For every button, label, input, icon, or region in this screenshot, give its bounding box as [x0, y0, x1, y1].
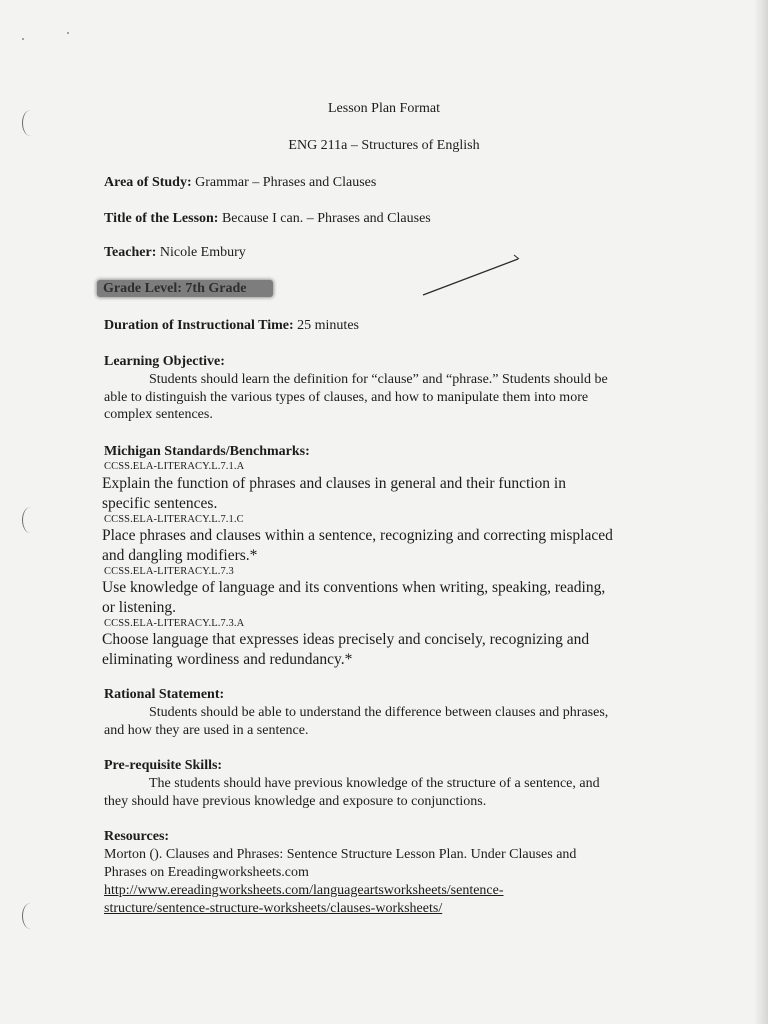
scan-speck [22, 38, 24, 40]
standard-code: CCSS.ELA-LITERACY.L.7.3 [104, 566, 234, 577]
grade-level: Grade Level: 7th Grade [103, 281, 247, 296]
area-of-study-value: Grammar – Phrases and Clauses [195, 175, 377, 190]
hole-punch-mark-middle [22, 507, 39, 533]
prereq-line: they should have previous knowledge and exposure to conjunctions. [104, 794, 487, 809]
standards-heading: Michigan Standards/Benchmarks: [104, 444, 310, 459]
standard-text: Choose language that expresses ideas precisely and concisely, recognizing and [102, 631, 590, 648]
course-title: ENG 211a – Structures of English [288, 138, 480, 153]
duration [104, 317, 359, 335]
learning-objective-heading: Learning Objective: [104, 354, 225, 369]
duration-value: 25 minutes [297, 318, 359, 333]
resources-line: Morton (). Clauses and Phrases: Sentence Structure Lesson Plan. Under Clauses and [104, 847, 577, 862]
prereq-heading: Pre-requisite Skills: [104, 758, 223, 773]
standard-code: CCSS.ELA-LITERACY.L.7.1.C [104, 514, 244, 525]
area-of-study [104, 174, 376, 192]
standard-text: specific sentences. [102, 495, 218, 512]
standard-text: eliminating wordiness and redundancy.* [102, 651, 353, 668]
scan-speck [67, 32, 69, 34]
lesson-title-value: Because I can. – Phrases and Clauses [221, 211, 431, 226]
standard-text: Explain the function of phrases and clauses in general and their function in [102, 475, 566, 492]
learning-objective-line: Students should learn the definition for “clause” and “phrase.” Students should be [149, 372, 608, 387]
standard-code: CCSS.ELA-LITERACY.L.7.1.A [104, 461, 245, 472]
standard-text: Use knowledge of language and its conventions when writing, speaking, reading, [102, 579, 606, 596]
rational-line: and how they are used in a sentence. [104, 723, 309, 738]
learning-objective-line: complex sentences. [104, 407, 213, 422]
teacher [104, 244, 246, 262]
lesson-title-label: Title of the Lesson: [104, 211, 219, 226]
resources-line: Phrases on Ereadingworksheets.com [104, 865, 309, 880]
standard-text: and dangling modifiers.* [102, 547, 258, 564]
rational-line: Students should be able to understand the difference between clauses and phrases, [149, 705, 609, 720]
prereq-line: The students should have previous knowledge of the structure of a sentence, and [149, 776, 600, 791]
resource-link[interactable]: http://www.ereadingworksheets.com/languageartsworksheets/sentence- [104, 883, 504, 898]
resource-link[interactable]: structure/sentence-structure-worksheets/clauses-worksheets/ [104, 901, 443, 916]
rational-heading: Rational Statement: [104, 687, 225, 702]
resources-heading: Resources: [104, 829, 170, 844]
pen-stroke-mark [420, 253, 524, 299]
duration-label: Duration of Instructional Time: [104, 318, 294, 333]
learning-objective-line: able to distinguish the various types of clauses, and how to manipulate them into more [104, 390, 589, 405]
lesson-title [104, 210, 431, 228]
teacher-value: Nicole Embury [159, 245, 246, 260]
hole-punch-mark-bottom [22, 903, 39, 929]
teacher-label: Teacher: [104, 245, 157, 260]
document-title: Lesson Plan Format [328, 101, 440, 116]
area-of-study-label: Area of Study: [104, 175, 192, 190]
standard-code: CCSS.ELA-LITERACY.L.7.3.A [104, 618, 245, 629]
standard-text: Place phrases and clauses within a sentence, recognizing and correcting misplaced [102, 527, 613, 544]
standard-text: or listening. [102, 599, 177, 616]
